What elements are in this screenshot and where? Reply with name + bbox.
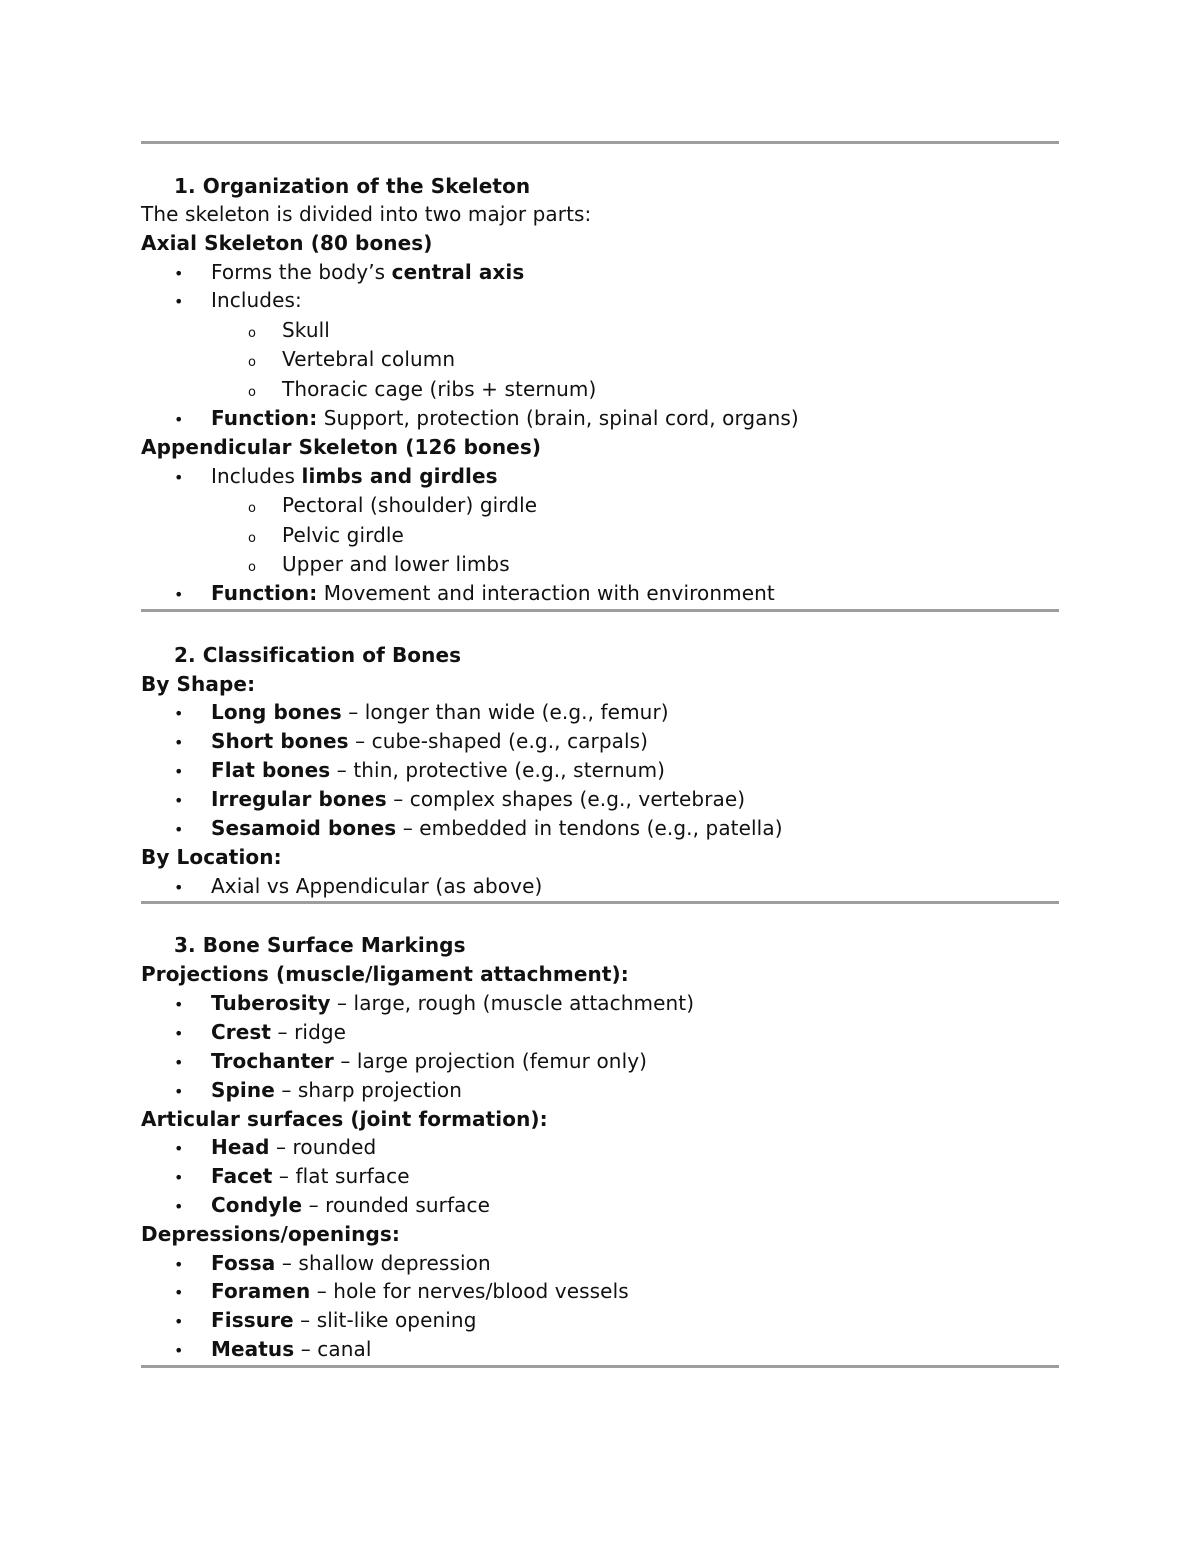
intro-text: The skeleton is divided into two major parts: [141, 202, 592, 226]
subheading-axial: Axial Skeleton (80 bones) [141, 231, 433, 255]
bullet-icon: • [174, 1139, 184, 1158]
sub-list-item: o Skull [248, 315, 330, 345]
bullet-icon: • [174, 878, 184, 897]
subheading-appendicular: Appendicular Skeleton (126 bones) [141, 435, 542, 459]
bullet-icon: • [174, 292, 184, 311]
sub-bullet-icon: o [248, 560, 257, 575]
bullet-icon: • [174, 1283, 184, 1302]
bullet-icon: • [174, 704, 184, 723]
list-item: • Meatus – canal [174, 1334, 372, 1364]
sub-bullet-icon: o [248, 326, 257, 341]
list-item: • Short bones – cube-shaped (e.g., carpals) [174, 726, 648, 756]
bullet-icon: • [174, 1197, 184, 1216]
sub-list-item: o Pectoral (shoulder) girdle [248, 490, 537, 520]
sub-list-item: o Vertebral column [248, 344, 455, 374]
list-item: • Spine – sharp projection [174, 1075, 462, 1105]
sub-bullet-icon: o [248, 501, 257, 516]
list-item: • Trochanter – large projection (femur only) [174, 1046, 647, 1076]
list-item: • Includes: [174, 285, 302, 315]
section-heading: 2. Classification of Bones [174, 643, 462, 667]
bullet-icon: • [174, 410, 184, 429]
list-item: • Crest – ridge [174, 1017, 346, 1047]
bullet-icon: • [174, 995, 184, 1014]
sub-list-item: o Pelvic girdle [248, 520, 404, 550]
bullet-icon: • [174, 1341, 184, 1360]
bullet-icon: • [174, 264, 184, 283]
sub-list-item: o Upper and lower limbs [248, 549, 510, 579]
list-item: • Includes limbs and girdles [174, 461, 498, 491]
list-item: • Sesamoid bones – embedded in tendons (e.g., patella) [174, 813, 783, 843]
bullet-icon: • [174, 1024, 184, 1043]
section-heading: 3. Bone Surface Markings [174, 933, 466, 957]
list-item: • Function: Movement and interaction with environment [174, 578, 775, 608]
subheading-by-shape: By Shape: [141, 672, 256, 696]
list-item: • Head – rounded [174, 1132, 376, 1162]
bullet-icon: • [174, 468, 184, 487]
sub-bullet-icon: o [248, 355, 257, 370]
list-item: • Foramen – hole for nerves/blood vessels [174, 1276, 629, 1306]
sub-list-item: o Thoracic cage (ribs + sternum) [248, 374, 596, 404]
bullet-icon: • [174, 791, 184, 810]
horizontal-rule [141, 1365, 1059, 1368]
list-item: • Forms the body’s central axis [174, 257, 524, 287]
sub-bullet-icon: o [248, 531, 257, 546]
bullet-icon: • [174, 1255, 184, 1274]
bullet-icon: • [174, 1053, 184, 1072]
bullet-icon: • [174, 585, 184, 604]
list-item: • Condyle – rounded surface [174, 1190, 490, 1220]
list-item: • Fossa – shallow depression [174, 1248, 491, 1278]
section-heading: 1. Organization of the Skeleton [174, 174, 531, 198]
list-item: • Long bones – longer than wide (e.g., femur) [174, 697, 669, 727]
subheading-projections: Projections (muscle/ligament attachment): [141, 962, 629, 986]
bullet-icon: • [174, 1312, 184, 1331]
horizontal-rule [141, 609, 1059, 612]
horizontal-rule [141, 901, 1059, 904]
subheading-articular: Articular surfaces (joint formation): [141, 1107, 548, 1131]
subheading-by-location: By Location: [141, 845, 282, 869]
list-item: • Fissure – slit-like opening [174, 1305, 477, 1335]
list-item: • Function: Support, protection (brain, spinal cord, organs) [174, 403, 799, 433]
bullet-icon: • [174, 733, 184, 752]
list-item: • Irregular bones – complex shapes (e.g., vertebrae) [174, 784, 745, 814]
bullet-icon: • [174, 1168, 184, 1187]
bullet-icon: • [174, 820, 184, 839]
horizontal-rule [141, 141, 1059, 144]
subheading-depressions: Depressions/openings: [141, 1222, 401, 1246]
list-item: • Tuberosity – large, rough (muscle attachment) [174, 988, 694, 1018]
bullet-icon: • [174, 1082, 184, 1101]
sub-bullet-icon: o [248, 385, 257, 400]
list-item: • Axial vs Appendicular (as above) [174, 871, 542, 901]
bullet-icon: • [174, 762, 184, 781]
list-item: • Flat bones – thin, protective (e.g., sternum) [174, 755, 665, 785]
list-item: • Facet – flat surface [174, 1161, 410, 1191]
